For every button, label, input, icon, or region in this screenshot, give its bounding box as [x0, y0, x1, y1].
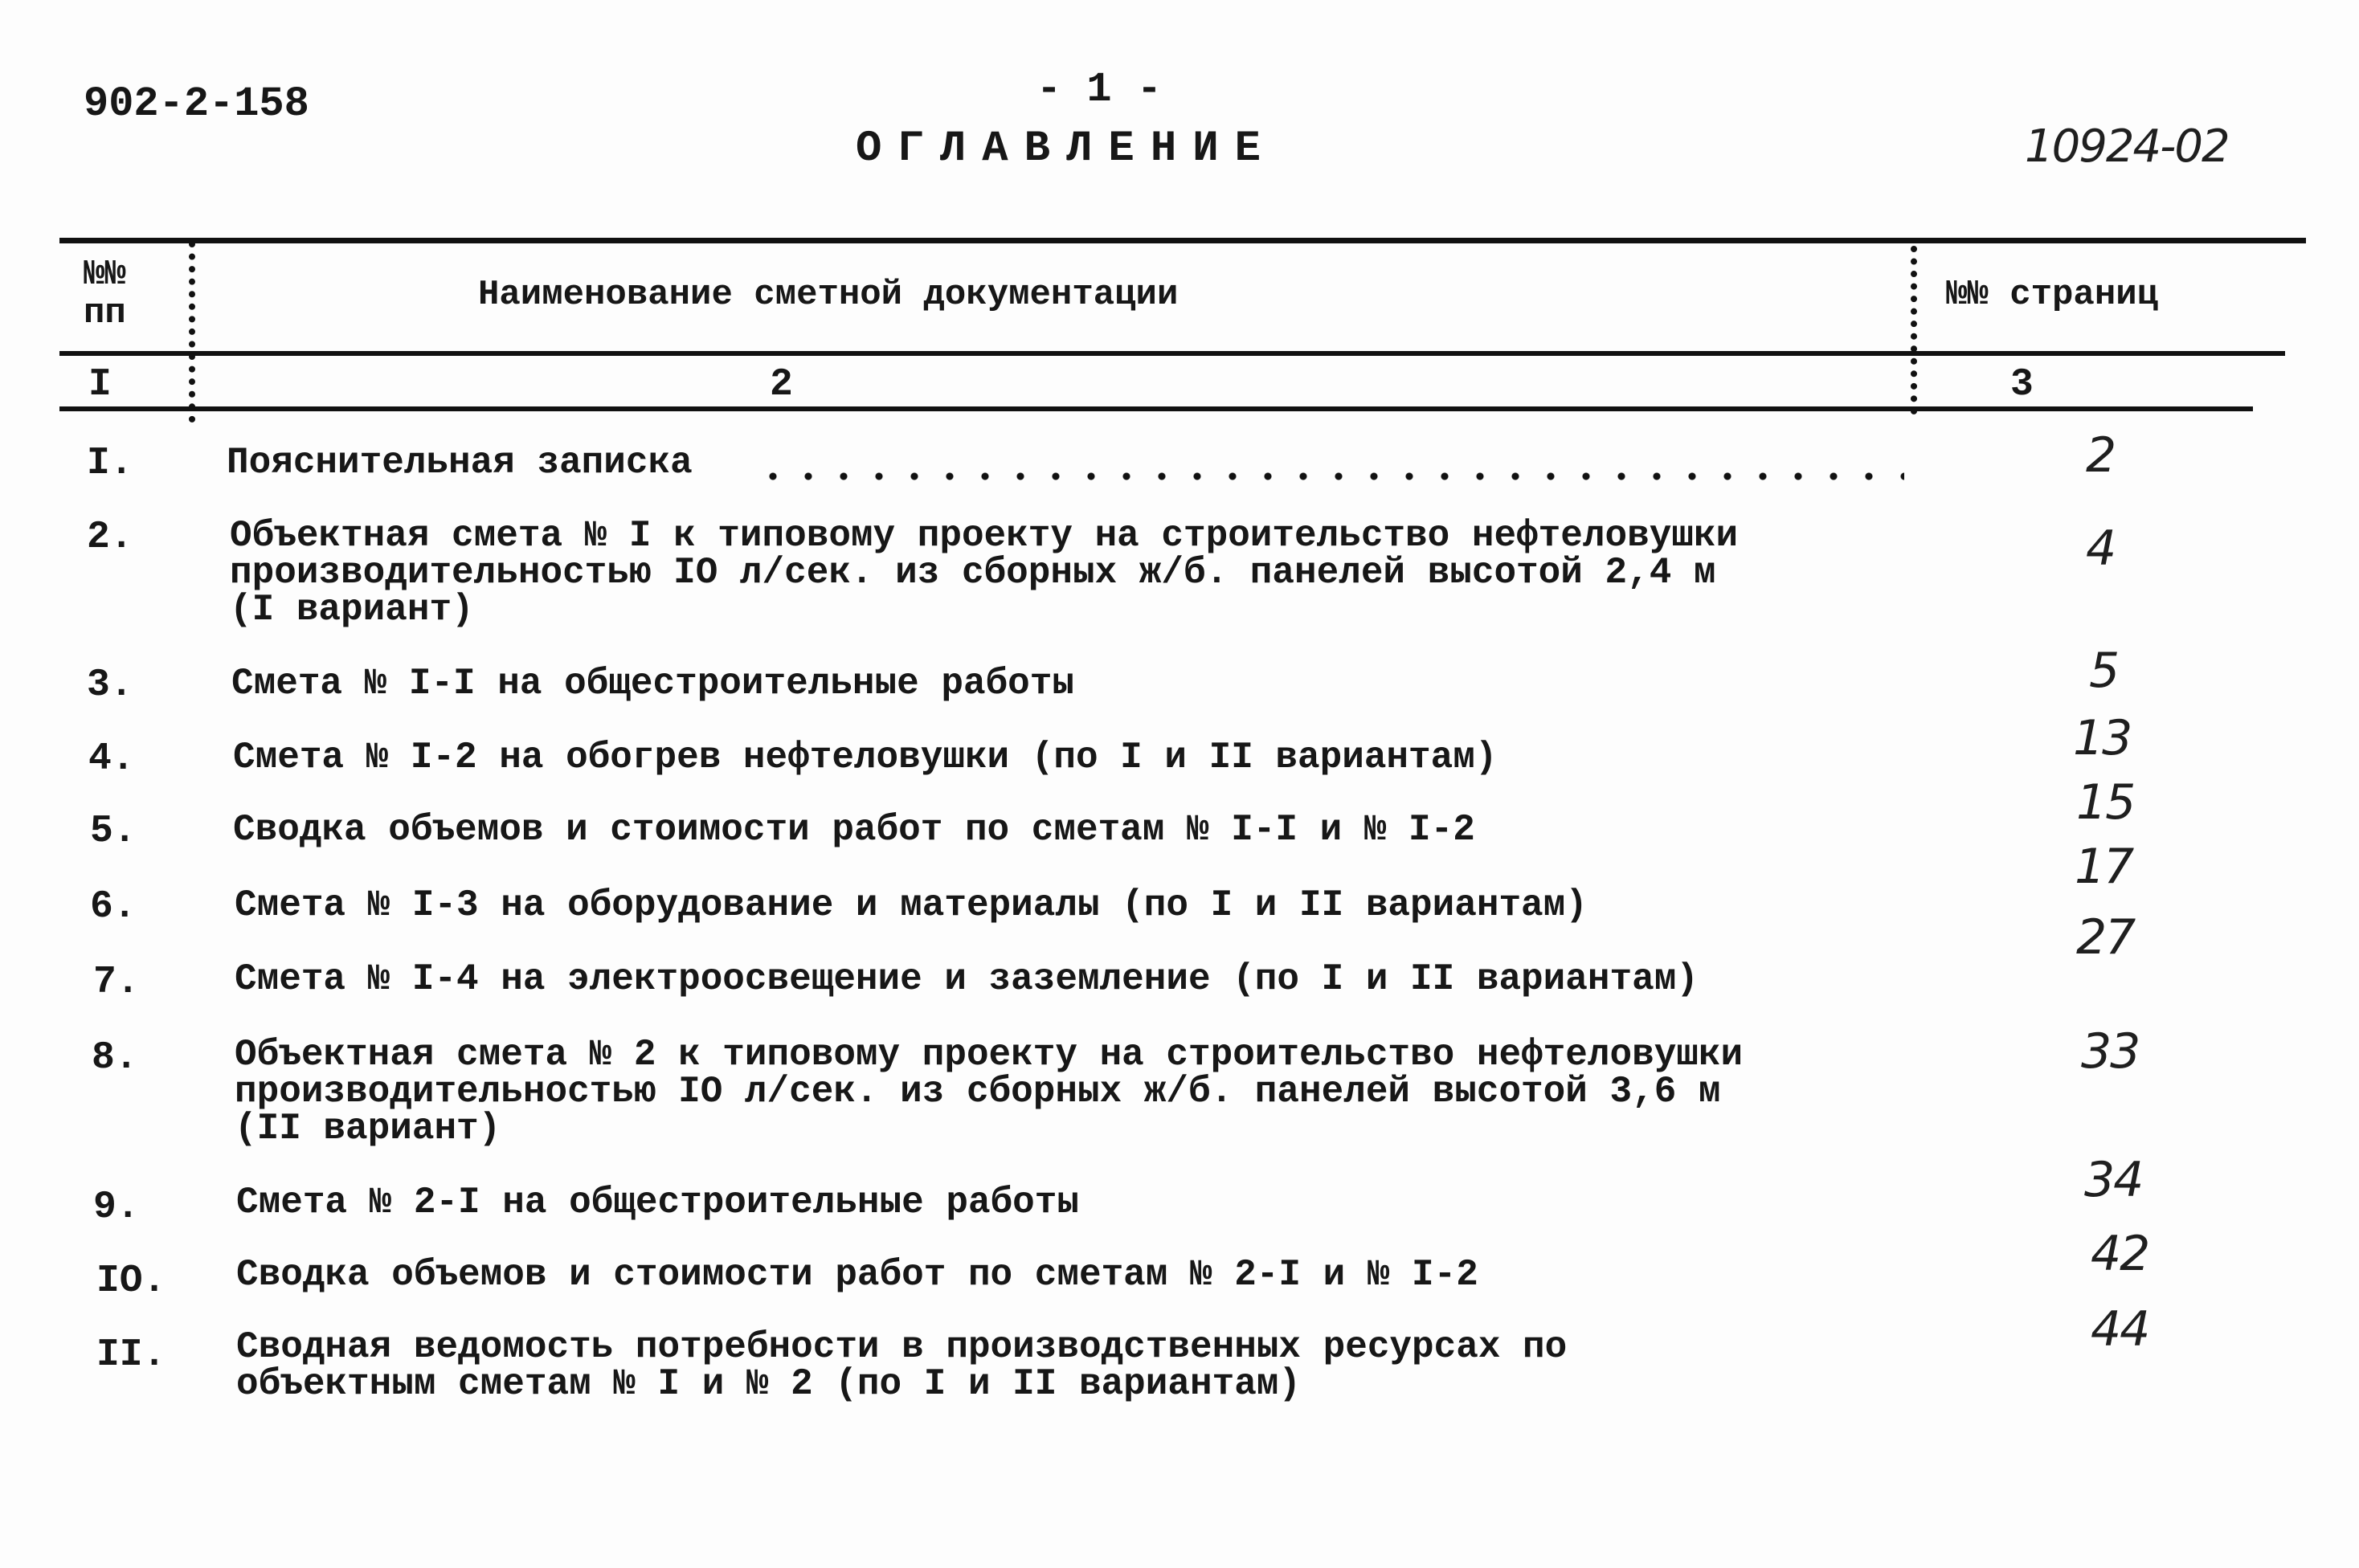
- row-page: 5: [2089, 643, 2119, 699]
- column-divider-1: [189, 241, 195, 423]
- row-title: Сводная ведомость потребности в производственных ресурсах по объектным сметам № I и № 2 (по I и II вариантам): [236, 1326, 1568, 1405]
- row-page: 2: [2086, 427, 2116, 484]
- row-number: 6.: [90, 885, 137, 929]
- row-page: 15: [2076, 774, 2135, 831]
- row-title: Пояснительная записка: [227, 442, 693, 484]
- row-title: Сводка объемов и стоимости работ по сметам № 2-I и № I-2: [236, 1254, 1478, 1296]
- table-top-rule: [59, 238, 2306, 243]
- row-number: 7.: [93, 961, 140, 1004]
- column-number-3: 3: [2010, 363, 2034, 406]
- page-number: - 1 -: [1036, 66, 1163, 113]
- table-header-rule: [59, 351, 2285, 356]
- leader-dots: [755, 472, 1904, 480]
- row-title: Сводка объемов и стоимости работ по сметам № I-I и № I-2: [233, 809, 1475, 851]
- row-number: II.: [96, 1333, 166, 1377]
- row-title: Объектная смета № I к типовому проекту на строительство нефтеловушки производительностью IO л/сек. из сборных ж/б. панелей высотой 2,4 м (I вариант): [230, 515, 1739, 631]
- row-page: 33: [2081, 1023, 2140, 1080]
- column-header-pages: №№ страниц: [1946, 275, 2159, 315]
- row-title: Смета № I-4 на электроосвещение и заземление (по I и II вариантам): [235, 958, 1699, 1000]
- row-page: 17: [2075, 839, 2133, 895]
- row-number: 4.: [88, 737, 135, 781]
- inventory-number: 10924-02: [2025, 120, 2229, 173]
- row-title: Смета № I-3 на оборудование и материалы (по I и II вариантам): [235, 884, 1588, 926]
- row-title: Смета № I-I на общестроительные работы: [231, 663, 1074, 704]
- row-number: I.: [87, 442, 133, 485]
- column-header-number: №№ пп: [84, 255, 126, 333]
- page-title: ОГЛАВЛЕНИЕ: [856, 125, 1278, 174]
- document-code: 902-2-158: [84, 80, 309, 128]
- row-title: Смета № I-2 на обогрев нефтеловушки (по I и II вариантам): [233, 737, 1498, 778]
- row-page: 27: [2076, 909, 2135, 966]
- row-number: 2.: [87, 516, 133, 559]
- row-page: 34: [2084, 1152, 2143, 1208]
- row-page: 4: [2086, 521, 2116, 577]
- row-number: IO.: [96, 1260, 166, 1303]
- row-page: 13: [2073, 710, 2132, 766]
- row-number: 5.: [90, 810, 137, 853]
- column-number-2: 2: [770, 363, 793, 406]
- column-divider-2: [1911, 246, 1917, 414]
- row-page: 44: [2091, 1301, 2149, 1358]
- column-header-name: Наименование сметной документации: [478, 275, 1179, 315]
- row-number: 8.: [92, 1036, 138, 1080]
- row-number: 9.: [93, 1186, 140, 1229]
- row-number: 3.: [87, 664, 133, 707]
- table-number-rule: [59, 406, 2253, 411]
- row-title: Объектная смета № 2 к типовому проекту на строительство нефтеловушки производительностью IO л/сек. из сборных ж/б. панелей высотой 3,6 м (II вариант): [235, 1034, 1744, 1149]
- row-page: 42: [2091, 1226, 2149, 1282]
- row-title: Смета № 2-I на общестроительные работы: [236, 1182, 1079, 1223]
- column-number-1: I: [88, 363, 112, 406]
